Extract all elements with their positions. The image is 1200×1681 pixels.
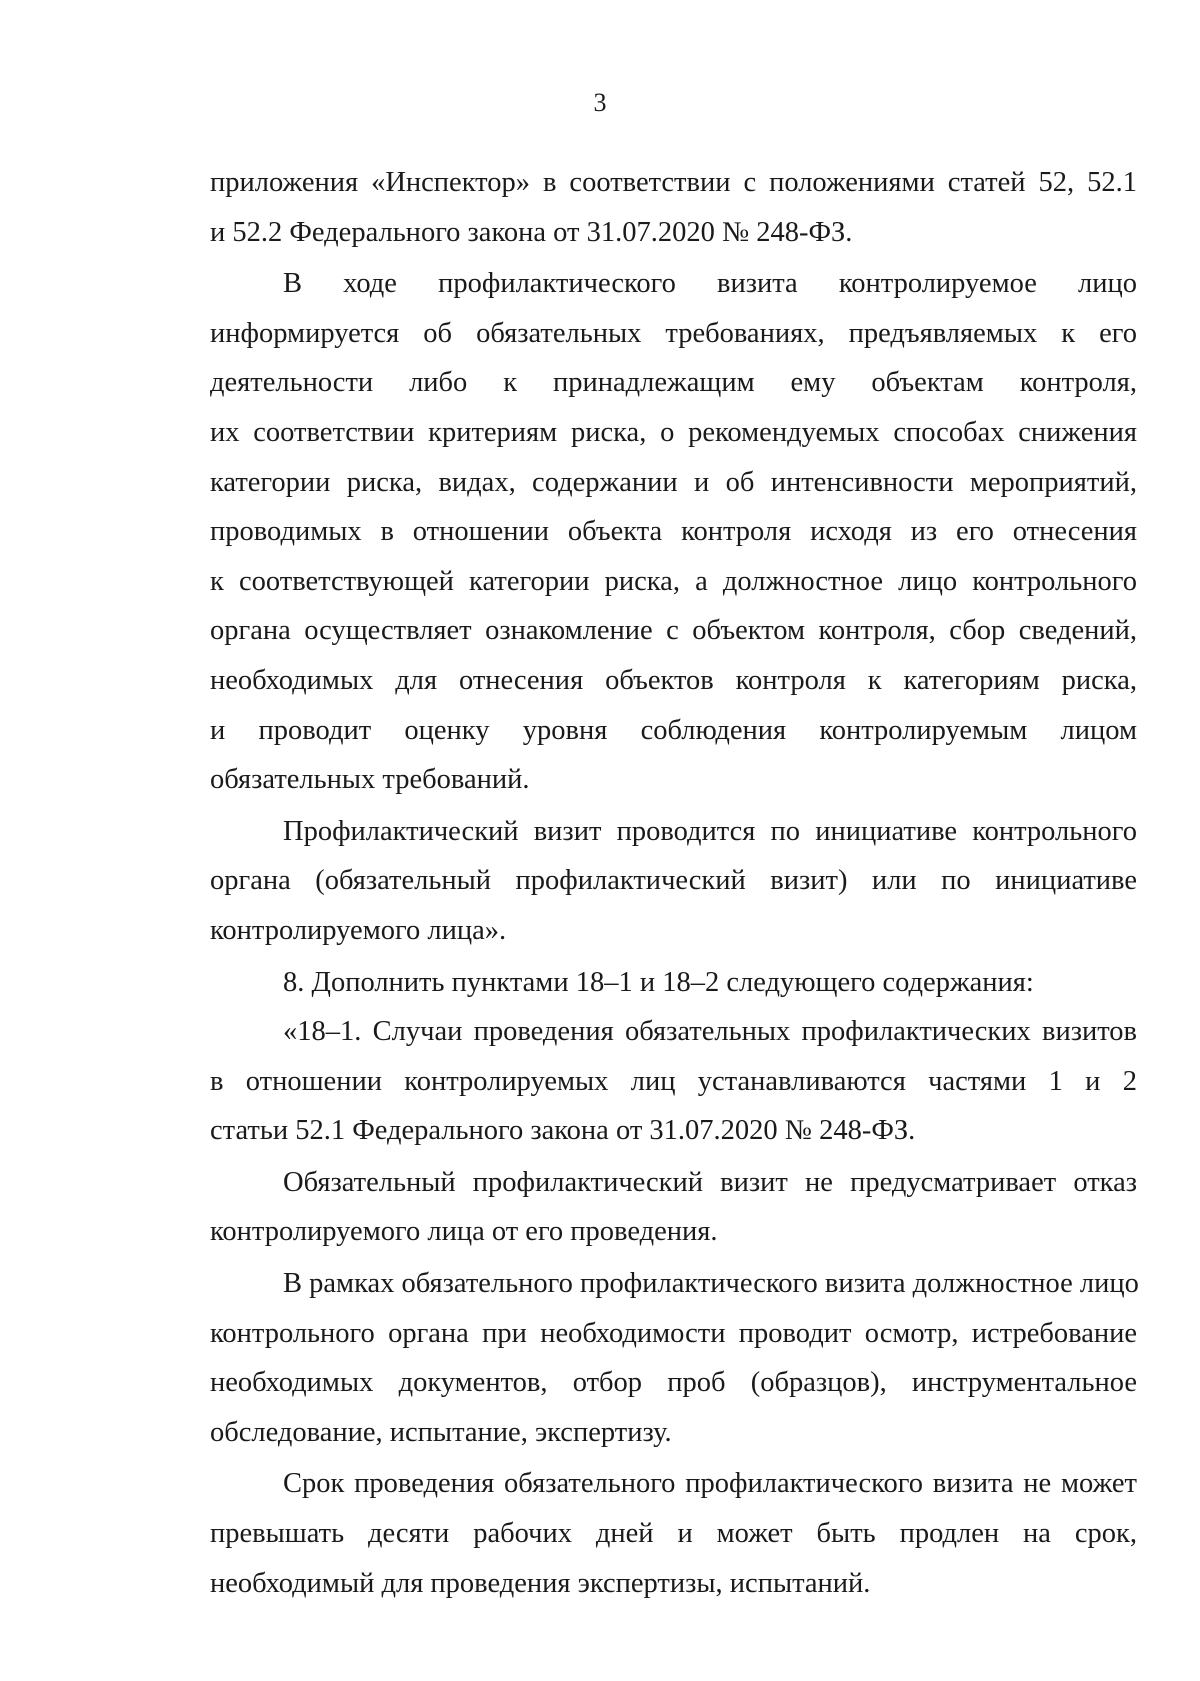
paragraph [210,1158,1137,1257]
document-text [210,158,1137,1608]
text-line: Обязательный профилактический визит не предусматривает отказ [283,1166,1137,1198]
text-line: 8. Дополнить пунктами 18–1 и 18–2 следующего содержания: [283,966,1034,998]
paragraph [210,158,1137,257]
text-line: к соответствующей категории риска, а должностное лицо контрольного [210,565,1137,597]
text-line: органа осуществляет ознакомление с объектом контроля, сбор сведений, [210,615,1137,647]
paragraph [210,259,1137,805]
text-line: Срок проведения обязательного профилактического визита не может [283,1468,1137,1500]
text-line: контролируемого лица от его проведения. [210,1216,718,1248]
text-line: обязательных требований. [210,764,530,796]
text-line: контрольного органа при необходимости проводит осмотр, истребование [210,1317,1137,1349]
text-line: проводимых в отношении объекта контроля исходя из его отнесения [210,516,1137,548]
text-line: в отношении контролируемых лиц устанавливаются частями 1 и 2 [210,1065,1137,1097]
paragraph [210,1259,1137,1457]
text-line: необходимый для проведения экспертизы, испытаний. [210,1567,871,1599]
text-line: их соответствии критериям риска, о рекомендуемых способах снижения [210,416,1137,448]
text-line: и проводит оценку уровня соблюдения контролируемым лицом [210,714,1137,746]
text-line: Профилактический визит проводится по инициативе контрольного [283,815,1137,847]
page-number: 3 [593,88,607,117]
paragraph [210,958,1137,1008]
text-line: необходимых для отнесения объектов контроля к категориям риска, [210,664,1137,696]
text-line: необходимых документов, отбор проб (образцов), инструментальное [210,1367,1137,1399]
text-line: В рамках обязательного профилактического визита должностное лицо [283,1268,1139,1300]
text-line: информируется об обязательных требованиях, предъявляемых к его [210,317,1137,349]
text-line: и 52.2 Федерального закона от 31.07.2020 № 248-ФЗ. [210,216,853,248]
paragraph [210,1007,1137,1156]
text-line: деятельности либо к принадлежащим ему объектам контроля, [210,367,1137,399]
text-line: контролируемого лица». [210,914,507,946]
text-line: категории риска, видах, содержании и об интенсивности мероприятий, [210,466,1137,498]
text-line: статьи 52.1 Федерального закона от 31.07.2020 № 248-ФЗ. [210,1115,916,1147]
text-line: превышать десяти рабочих дней и может быть продлен на срок, [210,1518,1137,1550]
text-line: «18–1. Случаи проведения обязательных профилактических визитов [283,1016,1137,1048]
text-line: органа (обязательный профилактический визит) или по инициативе [210,865,1137,897]
paragraph [210,1459,1137,1608]
text-line: обследование, испытание, экспертизу. [210,1416,672,1448]
paragraph [210,807,1137,956]
text-line: В ходе профилактического визита контролируемое лицо [283,268,1137,300]
text-line: приложения «Инспектор» в соответствии с положениями статей 52, 52.1 [210,167,1137,198]
